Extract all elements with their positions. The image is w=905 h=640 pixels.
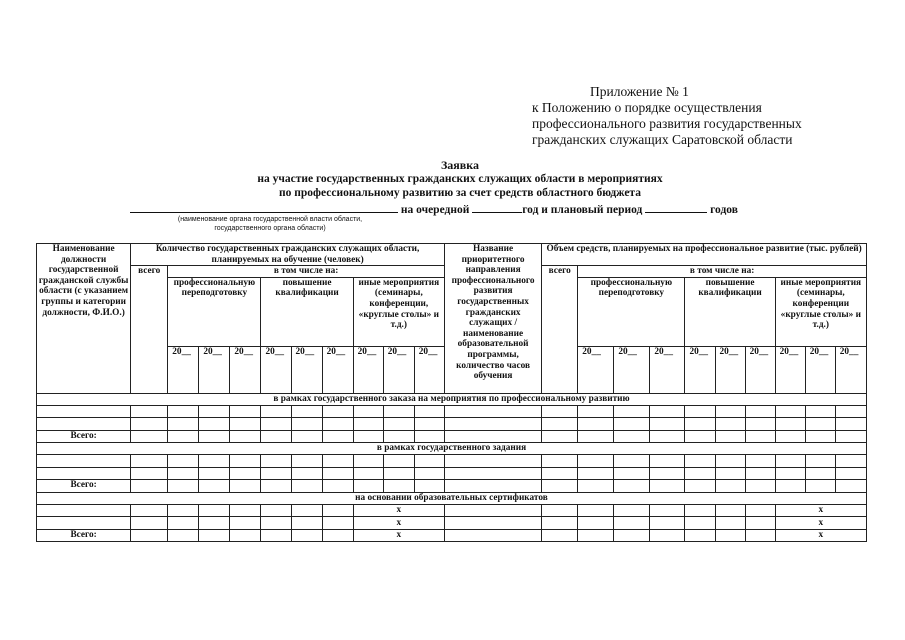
year-header: 20__ [414,346,444,393]
planned-period-blank[interactable] [645,201,707,213]
total-row[interactable] [37,480,867,493]
table-row[interactable] [37,418,867,431]
year-header: 20__ [322,346,353,393]
total-label: Всего: [37,529,131,542]
section-state-order: в рамках государственного заказа на мероприятия по профессиональному развитию [37,393,867,405]
section-state-assignment: в рамках государственного задания [37,443,867,455]
year-header: 20__ [578,346,614,393]
application-table [36,243,867,542]
year-header: 20__ [230,346,261,393]
header-direction: Название приоритетного направления профессионального развития государственных гражданских служащих / наименование образовательной программы, количество часов обучения [444,244,541,394]
header-funds-total: всего [542,266,578,394]
year-header: 20__ [383,346,414,393]
org-name-caption [150,215,390,233]
year-header: 20__ [168,346,199,393]
table-row[interactable] [37,517,867,530]
period-label-next: на очередной [400,204,470,216]
table-row[interactable] [37,455,867,468]
table-row[interactable] [37,405,867,418]
header-count-qualification: повышение квалификации [261,277,353,346]
year-header: 20__ [805,346,835,393]
appendix-line: к Положению о порядке осуществления [532,100,762,115]
total-label: Всего: [37,480,131,493]
table-row[interactable] [37,504,867,517]
document-heading [120,158,800,200]
period-label-planned: год и плановый период [522,204,643,216]
header-funds-other: иные мероприятия (семинары, конференции «круглые столы» и т.д.) [775,277,866,346]
section-certificates: на основании образовательных сертификатов [37,492,867,504]
header-funds-retraining: профессиональную переподготовку [578,277,685,346]
header-count-retraining: профессиональную переподготовку [168,277,261,346]
x-mark: х [353,504,444,517]
header-funds-qualification: повышение квалификации [685,277,775,346]
year-blank[interactable] [472,201,522,213]
period-line [130,201,810,216]
x-mark: х [353,529,444,542]
header-count-including: в том числе на: [168,266,445,278]
header-funds-including: в том числе на: [578,266,867,278]
year-header: 20__ [835,346,866,393]
x-mark: х [775,517,866,530]
year-header: 20__ [715,346,745,393]
appendix-header [532,84,872,148]
org-name-blank[interactable] [130,201,398,213]
year-header: 20__ [745,346,775,393]
year-header: 20__ [685,346,715,393]
org-caption-line2: государственного органа области) [214,225,326,232]
total-label: Всего: [37,430,131,443]
appendix-line: профессионального развития государственных [532,116,802,131]
document-title: Заявка [440,158,480,172]
header-position: Наименование должности государственной гражданской службы области (с указанием группы и категории должности, Ф.И.О.) [37,244,131,394]
year-header: 20__ [650,346,685,393]
header-count-group: Количество государственных гражданских служащих области, планируемых на обучение (человек) [131,244,445,266]
year-header: 20__ [261,346,291,393]
x-mark: х [775,504,866,517]
x-mark: х [775,529,866,542]
org-caption-line1: (наименование органа государственной власти области, [177,216,363,223]
table-row[interactable] [37,467,867,480]
year-header: 20__ [353,346,383,393]
document-subtitle-line2: по профессиональному развитию за счет средств областного бюджета [279,187,641,199]
header-count-total: всего [131,266,168,394]
x-mark: х [353,517,444,530]
year-header: 20__ [199,346,230,393]
period-label-years: годов [710,204,738,216]
appendix-title: Приложение № 1 [590,84,689,99]
year-header: 20__ [775,346,805,393]
appendix-line: гражданских служащих Саратовской области [532,132,793,147]
year-header: 20__ [614,346,650,393]
year-header: 20__ [291,346,322,393]
header-count-other: иные мероприятия (семинары, конференции, «круглые столы» и т.д.) [353,277,444,346]
total-row[interactable] [37,529,867,542]
document-subtitle-line1: на участие государственных гражданских служащих области в мероприятиях [257,173,663,185]
header-funds-group: Объем средств, планируемых на профессиональное развитие (тыс. рублей) [542,244,867,266]
total-row[interactable] [37,430,867,443]
